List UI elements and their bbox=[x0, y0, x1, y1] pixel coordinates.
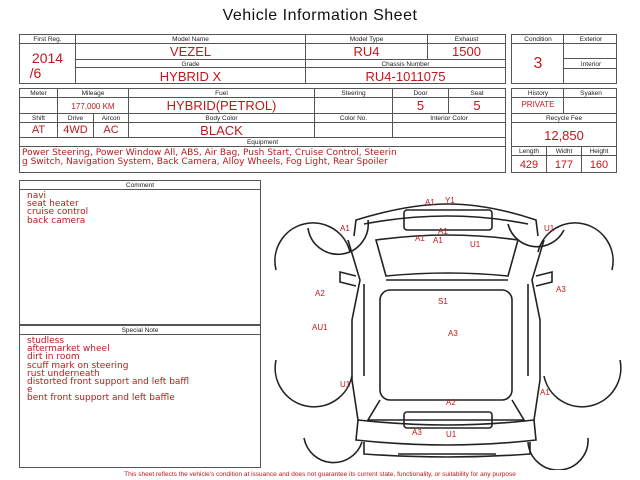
shift: AT bbox=[31, 124, 46, 136]
history: PRIVATE bbox=[521, 100, 555, 109]
aircon-label: Aircon bbox=[101, 115, 121, 122]
width-label: Widht bbox=[555, 148, 573, 155]
damage-mark: A3 bbox=[448, 329, 458, 338]
height-label: Height bbox=[589, 148, 609, 155]
sheet-title: Vehicle Information Sheet bbox=[222, 7, 418, 24]
damage-mark: A1 bbox=[425, 198, 435, 207]
mileage-label: Mileage bbox=[81, 90, 105, 97]
comment-line: navi bbox=[27, 191, 47, 201]
color-no-label: Color No. bbox=[339, 115, 368, 122]
seat-cell bbox=[448, 88, 506, 114]
special-note-line: scuff mark on steering bbox=[27, 360, 129, 371]
aircon-cell bbox=[93, 113, 129, 138]
condition-cell bbox=[511, 34, 617, 84]
aircon: AC bbox=[103, 124, 119, 136]
damage-mark: A3 bbox=[412, 428, 422, 437]
drive: 4WD bbox=[63, 124, 88, 136]
history-label: History bbox=[527, 90, 549, 97]
damage-mark: A3 bbox=[556, 285, 566, 294]
seat-label: Seat bbox=[470, 90, 484, 97]
model-type: RU4 bbox=[353, 44, 380, 59]
shift-cell bbox=[19, 113, 58, 138]
recycle-fee-cell bbox=[511, 113, 617, 147]
door-count: 5 bbox=[416, 98, 425, 113]
length-cell bbox=[511, 146, 547, 173]
damage-mark: A2 bbox=[315, 289, 325, 298]
comment-box bbox=[19, 180, 261, 325]
model-type-cell bbox=[305, 34, 428, 60]
damage-mark: A1 bbox=[438, 227, 448, 236]
model-name-label: Model Name bbox=[172, 36, 209, 43]
special-note-line: bent front support and left baffle bbox=[27, 393, 175, 404]
first-reg-label: First Reg. bbox=[33, 36, 62, 43]
color-no-cell bbox=[314, 113, 393, 138]
fuel: HYBRID(PETROL) bbox=[166, 98, 277, 113]
equipment-list bbox=[22, 149, 397, 167]
damage-mark: U1 bbox=[340, 380, 351, 389]
special-note-line: aftermarket wheel bbox=[27, 344, 110, 355]
front-left-wheel-arc bbox=[275, 223, 350, 270]
length-label: Length bbox=[519, 148, 539, 155]
width: 177 bbox=[554, 159, 574, 171]
equipment-line-1: Power Steering, Power Window All, ABS, Air Bag, Push Start, Cruise Control, Steerin bbox=[22, 148, 397, 158]
damage-mark: AU1 bbox=[312, 323, 328, 332]
fuel-cell bbox=[128, 88, 315, 114]
body-color: BLACK bbox=[200, 123, 243, 138]
grade-label: Grade bbox=[181, 61, 200, 68]
first-reg-cell bbox=[19, 34, 76, 84]
drive-cell bbox=[57, 113, 94, 138]
recycle-fee-label: Recycle Fee bbox=[545, 115, 583, 122]
comment-label: Comment bbox=[125, 182, 155, 189]
comment-line: back camera bbox=[27, 215, 86, 226]
length: 429 bbox=[519, 159, 539, 171]
special-note-line: e bbox=[27, 385, 33, 396]
interior-color-cell bbox=[392, 113, 506, 138]
meter-cell bbox=[19, 88, 58, 114]
condition-label: Condition bbox=[524, 36, 552, 43]
shift-label: Shift bbox=[31, 115, 45, 122]
special-note-line: studless bbox=[27, 336, 65, 346]
meter-label: Meter bbox=[30, 90, 47, 97]
drive-label: Drive bbox=[67, 115, 84, 122]
equipment-line-2: g Switch, Navigation System, Back Camera, Alloy Wheels, Fog Light, Rear Spoiler bbox=[22, 157, 388, 167]
model-name: VEZEL bbox=[169, 44, 212, 59]
damage-mark: A2 bbox=[446, 398, 456, 407]
steering-cell bbox=[314, 88, 393, 114]
first-reg-year: 2014 bbox=[31, 50, 64, 66]
chassis-label: Chassis Number bbox=[381, 61, 430, 68]
special-note-line: distorted front support and left baffl bbox=[27, 377, 190, 388]
equipment-cell bbox=[19, 137, 506, 173]
steering-label: Steering bbox=[341, 90, 366, 97]
special-note-box bbox=[19, 325, 261, 468]
damage-mark: Y1 bbox=[445, 196, 455, 205]
syaken-label: Syaken bbox=[580, 90, 602, 97]
damage-mark: U1 bbox=[446, 430, 457, 439]
exhaust-cell bbox=[427, 34, 506, 60]
disclaimer-footer: This sheet reflects the vehicle's condition at issuance and does not guarantee its current state, functionality, or suitability for any purpose bbox=[124, 471, 516, 478]
damage-mark: A1 bbox=[433, 236, 443, 245]
exterior-label: Exterior bbox=[579, 36, 603, 43]
door-label: Door bbox=[413, 90, 428, 97]
exhaust-label: Exhaust bbox=[454, 36, 479, 43]
special-note-line: dirt in room bbox=[27, 352, 80, 363]
special-note-label: Special Note bbox=[121, 327, 159, 334]
special-note-line: rust underneath bbox=[27, 368, 100, 379]
chassis-cell bbox=[305, 59, 506, 84]
damage-mark: A1 bbox=[540, 388, 550, 397]
damage-mark: U1 bbox=[470, 240, 481, 249]
damage-mark: A1 bbox=[415, 234, 425, 243]
body-color-cell bbox=[128, 113, 315, 138]
mileage-cell bbox=[57, 88, 129, 114]
special-note-list bbox=[27, 337, 189, 403]
equipment-label: Equipment bbox=[246, 139, 279, 146]
condition-grade: 3 bbox=[533, 55, 543, 72]
interior-label: Interior bbox=[580, 61, 602, 68]
door-cell bbox=[392, 88, 449, 114]
recycle-fee: 12,850 bbox=[544, 128, 584, 143]
height-cell bbox=[581, 146, 617, 173]
history-cell bbox=[511, 88, 617, 114]
fuel-label: Fuel bbox=[215, 90, 228, 97]
comment-list bbox=[27, 192, 88, 225]
comment-line: cruise control bbox=[27, 207, 89, 218]
mileage: 177,000 KM bbox=[71, 102, 115, 111]
first-reg-month: /6 bbox=[29, 65, 42, 81]
width-cell bbox=[546, 146, 582, 173]
damage-mark: A1 bbox=[340, 224, 350, 233]
model-type-label: Model Type bbox=[349, 36, 384, 43]
grade: HYBRID X bbox=[159, 69, 222, 84]
grade-cell bbox=[75, 59, 306, 84]
exhaust: 1500 bbox=[452, 44, 481, 59]
chassis-number: RU4-1011075 bbox=[365, 69, 446, 84]
interior-color-label: Interior Color bbox=[430, 115, 468, 122]
seat-count: 5 bbox=[473, 98, 481, 113]
model-name-cell bbox=[75, 34, 306, 60]
body-color-label: Body Color bbox=[205, 115, 238, 122]
height: 160 bbox=[589, 159, 609, 171]
comment-line: seat heater bbox=[27, 199, 79, 210]
damage-mark: U1 bbox=[544, 224, 555, 233]
damage-mark: S1 bbox=[438, 297, 448, 306]
